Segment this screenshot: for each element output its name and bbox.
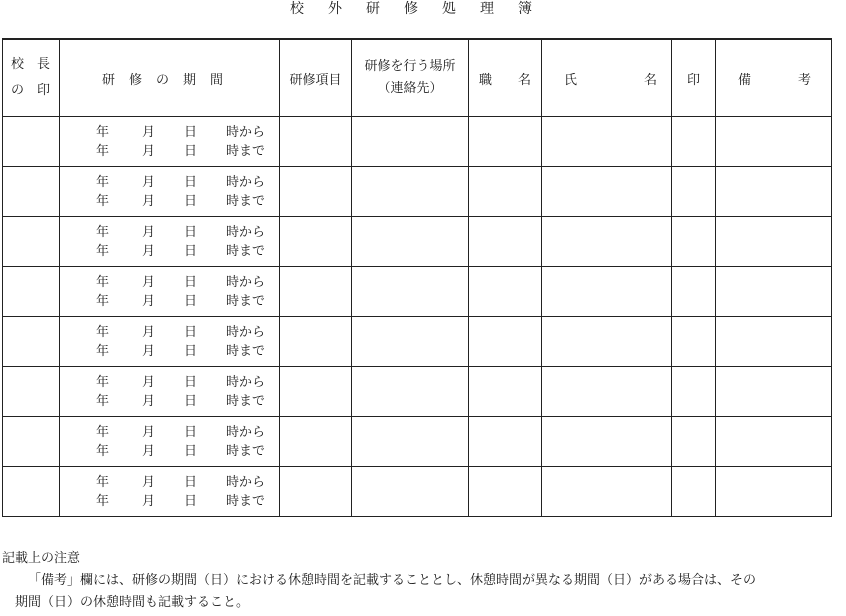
ledger-row [3, 217, 832, 267]
place-cell[interactable] [352, 317, 469, 367]
ledger-row [3, 417, 832, 467]
remarks-cell[interactable] [716, 167, 832, 217]
header-position-a: 職 [479, 72, 493, 88]
principal-seal-cell[interactable] [3, 417, 60, 467]
from-label: 時から [226, 174, 266, 190]
day-label: 日 [184, 274, 198, 290]
item-cell[interactable] [280, 217, 352, 267]
day-label: 日 [184, 224, 198, 240]
principal-seal-cell[interactable] [3, 317, 60, 367]
period-to-line [96, 242, 279, 261]
to-label: 時まで [226, 343, 266, 359]
name-cell[interactable] [542, 267, 672, 317]
from-label: 時から [226, 424, 266, 440]
month-label: 月 [142, 493, 156, 509]
header-seal: 印 [672, 39, 716, 117]
day-label: 日 [184, 493, 198, 509]
position-cell[interactable] [469, 217, 542, 267]
remarks-cell[interactable] [716, 267, 832, 317]
place-cell[interactable] [352, 117, 469, 167]
period-to-line [96, 292, 279, 311]
place-cell[interactable] [352, 417, 469, 467]
year-label: 年 [96, 474, 110, 490]
position-cell[interactable] [469, 417, 542, 467]
position-cell[interactable] [469, 317, 542, 367]
principal-seal-cell[interactable] [3, 217, 60, 267]
remarks-cell[interactable] [716, 117, 832, 167]
seal-cell[interactable] [672, 117, 716, 167]
item-cell[interactable] [280, 417, 352, 467]
remarks-cell[interactable] [716, 467, 832, 517]
principal-seal-cell[interactable] [3, 117, 60, 167]
period-cell [60, 317, 280, 367]
principal-seal-cell[interactable] [3, 167, 60, 217]
header-place-line2: （連絡先） [377, 81, 443, 96]
period-cell [60, 117, 280, 167]
month-label: 月 [142, 193, 156, 209]
to-label: 時まで [226, 493, 266, 509]
from-label: 時から [226, 474, 266, 490]
day-label: 日 [184, 143, 198, 159]
header-remarks [716, 39, 832, 117]
from-label: 時から [226, 224, 266, 240]
position-cell[interactable] [469, 167, 542, 217]
place-cell[interactable] [352, 367, 469, 417]
name-cell[interactable] [542, 317, 672, 367]
item-cell[interactable] [280, 317, 352, 367]
month-label: 月 [142, 124, 156, 140]
from-label: 時から [226, 274, 266, 290]
day-label: 日 [184, 343, 198, 359]
remarks-cell[interactable] [716, 417, 832, 467]
year-label: 年 [96, 374, 110, 390]
day-label: 日 [184, 424, 198, 440]
month-label: 月 [142, 143, 156, 159]
notes-heading: 記載上の注意 [2, 551, 81, 566]
principal-seal-cell[interactable] [3, 467, 60, 517]
period-to-line [96, 442, 279, 461]
period-to-line [96, 342, 279, 361]
day-label: 日 [184, 443, 198, 459]
period-from-line [96, 273, 279, 292]
day-label: 日 [184, 124, 198, 140]
to-label: 時まで [226, 243, 266, 259]
item-cell[interactable] [280, 267, 352, 317]
place-cell[interactable] [352, 167, 469, 217]
item-cell[interactable] [280, 167, 352, 217]
day-label: 日 [184, 393, 198, 409]
day-label: 日 [184, 193, 198, 209]
principal-seal-cell[interactable] [3, 267, 60, 317]
period-from-line [96, 423, 279, 442]
period-from-line [96, 123, 279, 142]
from-label: 時から [226, 374, 266, 390]
day-label: 日 [184, 474, 198, 490]
period-to-line [96, 392, 279, 411]
remarks-cell[interactable] [716, 217, 832, 267]
remarks-cell[interactable] [716, 317, 832, 367]
year-label: 年 [96, 224, 110, 240]
day-label: 日 [184, 324, 198, 340]
period-cell [60, 217, 280, 267]
month-label: 月 [142, 393, 156, 409]
header-principal-seal [3, 39, 60, 117]
to-label: 時まで [226, 443, 266, 459]
to-label: 時まで [226, 293, 266, 309]
header-remarks-b: 考 [797, 72, 811, 88]
year-label: 年 [96, 424, 110, 440]
header-name-a: 氏 [564, 72, 578, 88]
notes-section [2, 548, 846, 614]
period-from-line [96, 323, 279, 342]
header-position [469, 39, 542, 117]
header-name [542, 39, 672, 117]
ledger-body [3, 117, 832, 517]
month-label: 月 [142, 293, 156, 309]
day-label: 日 [184, 243, 198, 259]
header-row [3, 39, 832, 117]
month-label: 月 [142, 343, 156, 359]
seal-cell[interactable] [672, 367, 716, 417]
name-cell[interactable] [542, 217, 672, 267]
period-to-line [96, 192, 279, 211]
place-cell[interactable] [352, 217, 469, 267]
name-cell[interactable] [542, 417, 672, 467]
item-cell[interactable] [280, 117, 352, 167]
header-place-line1: 研修を行う場所 [364, 59, 456, 74]
period-from-line [96, 373, 279, 392]
seal-cell[interactable] [672, 417, 716, 467]
year-label: 年 [96, 493, 110, 509]
year-label: 年 [96, 393, 110, 409]
header-place [352, 39, 469, 117]
item-cell[interactable] [280, 367, 352, 417]
period-from-line [96, 223, 279, 242]
remarks-cell[interactable] [716, 367, 832, 417]
month-label: 月 [142, 174, 156, 190]
header-item: 研修項目 [280, 39, 352, 117]
month-label: 月 [142, 243, 156, 259]
to-label: 時まで [226, 193, 266, 209]
header-name-b: 名 [643, 72, 657, 88]
month-label: 月 [142, 224, 156, 240]
header-period: 研修の期間 [60, 39, 280, 117]
period-to-line [96, 142, 279, 161]
position-cell[interactable] [469, 467, 542, 517]
training-ledger-table [2, 38, 832, 517]
year-label: 年 [96, 324, 110, 340]
header-principal-seal-line1: 校 長 [11, 57, 51, 72]
seal-cell[interactable] [672, 217, 716, 267]
year-label: 年 [96, 124, 110, 140]
month-label: 月 [142, 424, 156, 440]
year-label: 年 [96, 243, 110, 259]
year-label: 年 [96, 343, 110, 359]
year-label: 年 [96, 174, 110, 190]
principal-seal-cell[interactable] [3, 367, 60, 417]
period-from-line [96, 473, 279, 492]
month-label: 月 [142, 374, 156, 390]
month-label: 月 [142, 324, 156, 340]
header-principal-seal-line2: の 印 [11, 83, 51, 98]
ledger-row [3, 367, 832, 417]
period-cell [60, 267, 280, 317]
page-title: 校外研修処理簿 [290, 1, 556, 17]
from-label: 時から [226, 124, 266, 140]
name-cell[interactable] [542, 467, 672, 517]
year-label: 年 [96, 274, 110, 290]
name-cell[interactable] [542, 167, 672, 217]
name-cell[interactable] [542, 117, 672, 167]
seal-cell[interactable] [672, 467, 716, 517]
year-label: 年 [96, 293, 110, 309]
notes-line2: 期間（日）の休憩時間も記載すること。 [15, 595, 250, 610]
period-to-line [96, 492, 279, 511]
seal-cell[interactable] [672, 267, 716, 317]
header-remarks-a: 備 [738, 72, 752, 88]
period-cell [60, 367, 280, 417]
ledger-row [3, 267, 832, 317]
month-label: 月 [142, 443, 156, 459]
name-cell[interactable] [542, 367, 672, 417]
to-label: 時まで [226, 393, 266, 409]
year-label: 年 [96, 443, 110, 459]
period-cell [60, 467, 280, 517]
to-label: 時まで [226, 143, 266, 159]
position-cell[interactable] [469, 367, 542, 417]
period-cell [60, 167, 280, 217]
position-cell[interactable] [469, 267, 542, 317]
period-cell [60, 417, 280, 467]
ledger-row [3, 117, 832, 167]
year-label: 年 [96, 193, 110, 209]
ledger-row [3, 317, 832, 367]
day-label: 日 [184, 174, 198, 190]
from-label: 時から [226, 324, 266, 340]
year-label: 年 [96, 143, 110, 159]
position-cell[interactable] [469, 117, 542, 167]
month-label: 月 [142, 474, 156, 490]
place-cell[interactable] [352, 267, 469, 317]
period-from-line [96, 173, 279, 192]
month-label: 月 [142, 274, 156, 290]
item-cell[interactable] [280, 467, 352, 517]
notes-line1: 「備考」欄には、研修の期間（日）における休憩時間を記載することとし、休憩時間が異なる期間（日）がある場合は、その [28, 573, 757, 588]
seal-cell[interactable] [672, 317, 716, 367]
seal-cell[interactable] [672, 167, 716, 217]
header-position-b: 名 [517, 72, 531, 88]
ledger-row [3, 467, 832, 517]
day-label: 日 [184, 374, 198, 390]
ledger-row [3, 167, 832, 217]
day-label: 日 [184, 293, 198, 309]
place-cell[interactable] [352, 467, 469, 517]
